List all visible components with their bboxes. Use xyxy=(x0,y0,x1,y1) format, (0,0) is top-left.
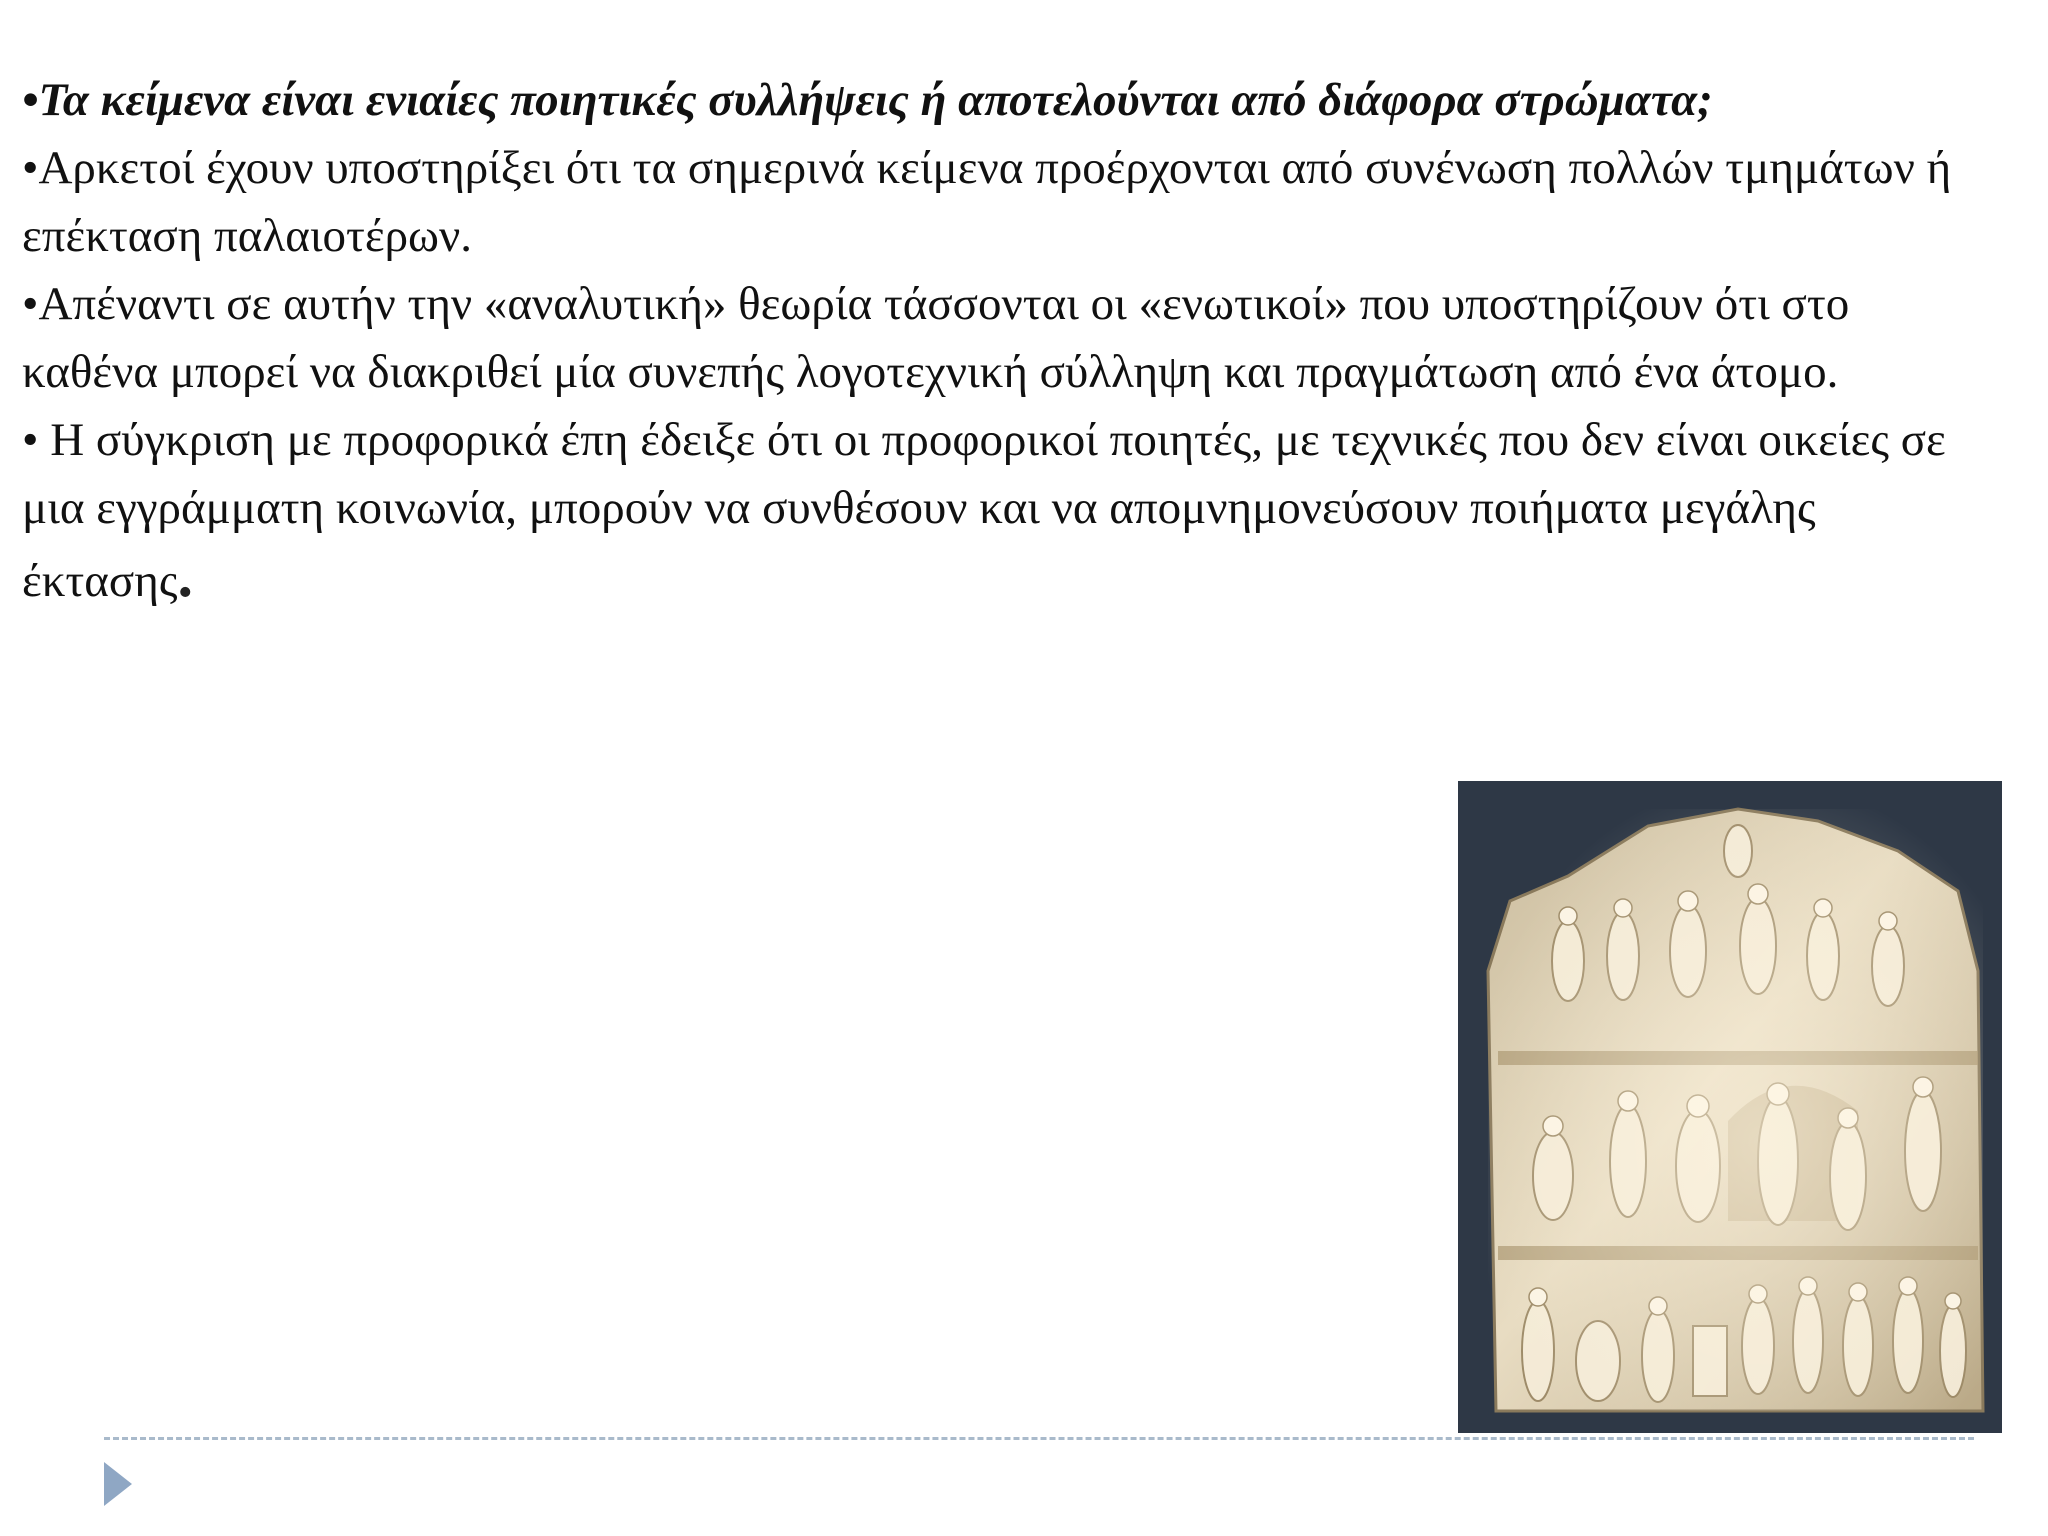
point-paragraph-1: •Αρκετοί έχουν υποστηρίξει ότι τα σημερινά κείμενα προέρχονται από συνένωση πολλών τμημάτων ή επέκταση παλαιοτέρων. xyxy=(22,142,1952,262)
question-paragraph: •Τα κείμενα είναι ενιαίες ποιητικές συλλήψεις ή αποτελούνται από διάφορα στρώματα; xyxy=(22,74,1713,126)
marble-relief-image xyxy=(1458,781,2002,1433)
point-paragraph-3 xyxy=(22,406,1982,615)
play-triangle-icon xyxy=(104,1462,132,1506)
final-period: . xyxy=(177,542,193,610)
slide-text-body xyxy=(22,66,1982,615)
point-paragraph-3-text: • Η σύγκριση με προφορικά έπη έδειξε ότι οι προφορικοί ποιητές, με τεχνικές που δεν είναι οικείες σε μια εγγράμματη κοινωνία, μπορούν να συνθέσουν και να απομνημονεύσουν ποιήματα μεγάλης έκτασης xyxy=(22,414,1946,607)
marble-relief-illustration xyxy=(1458,781,2002,1433)
point-paragraph-2: •Απέναντι σε αυτήν την «αναλυτική» θεωρία τάσσονται οι «ενωτικοί» που υποστηρίζουν ότι στο καθένα μπορεί να διακριθεί μία συνεπής λογοτεχνική σύλληψη και πραγμάτωση από ένα άτομο. xyxy=(22,278,1850,398)
footer-divider xyxy=(104,1437,1974,1440)
